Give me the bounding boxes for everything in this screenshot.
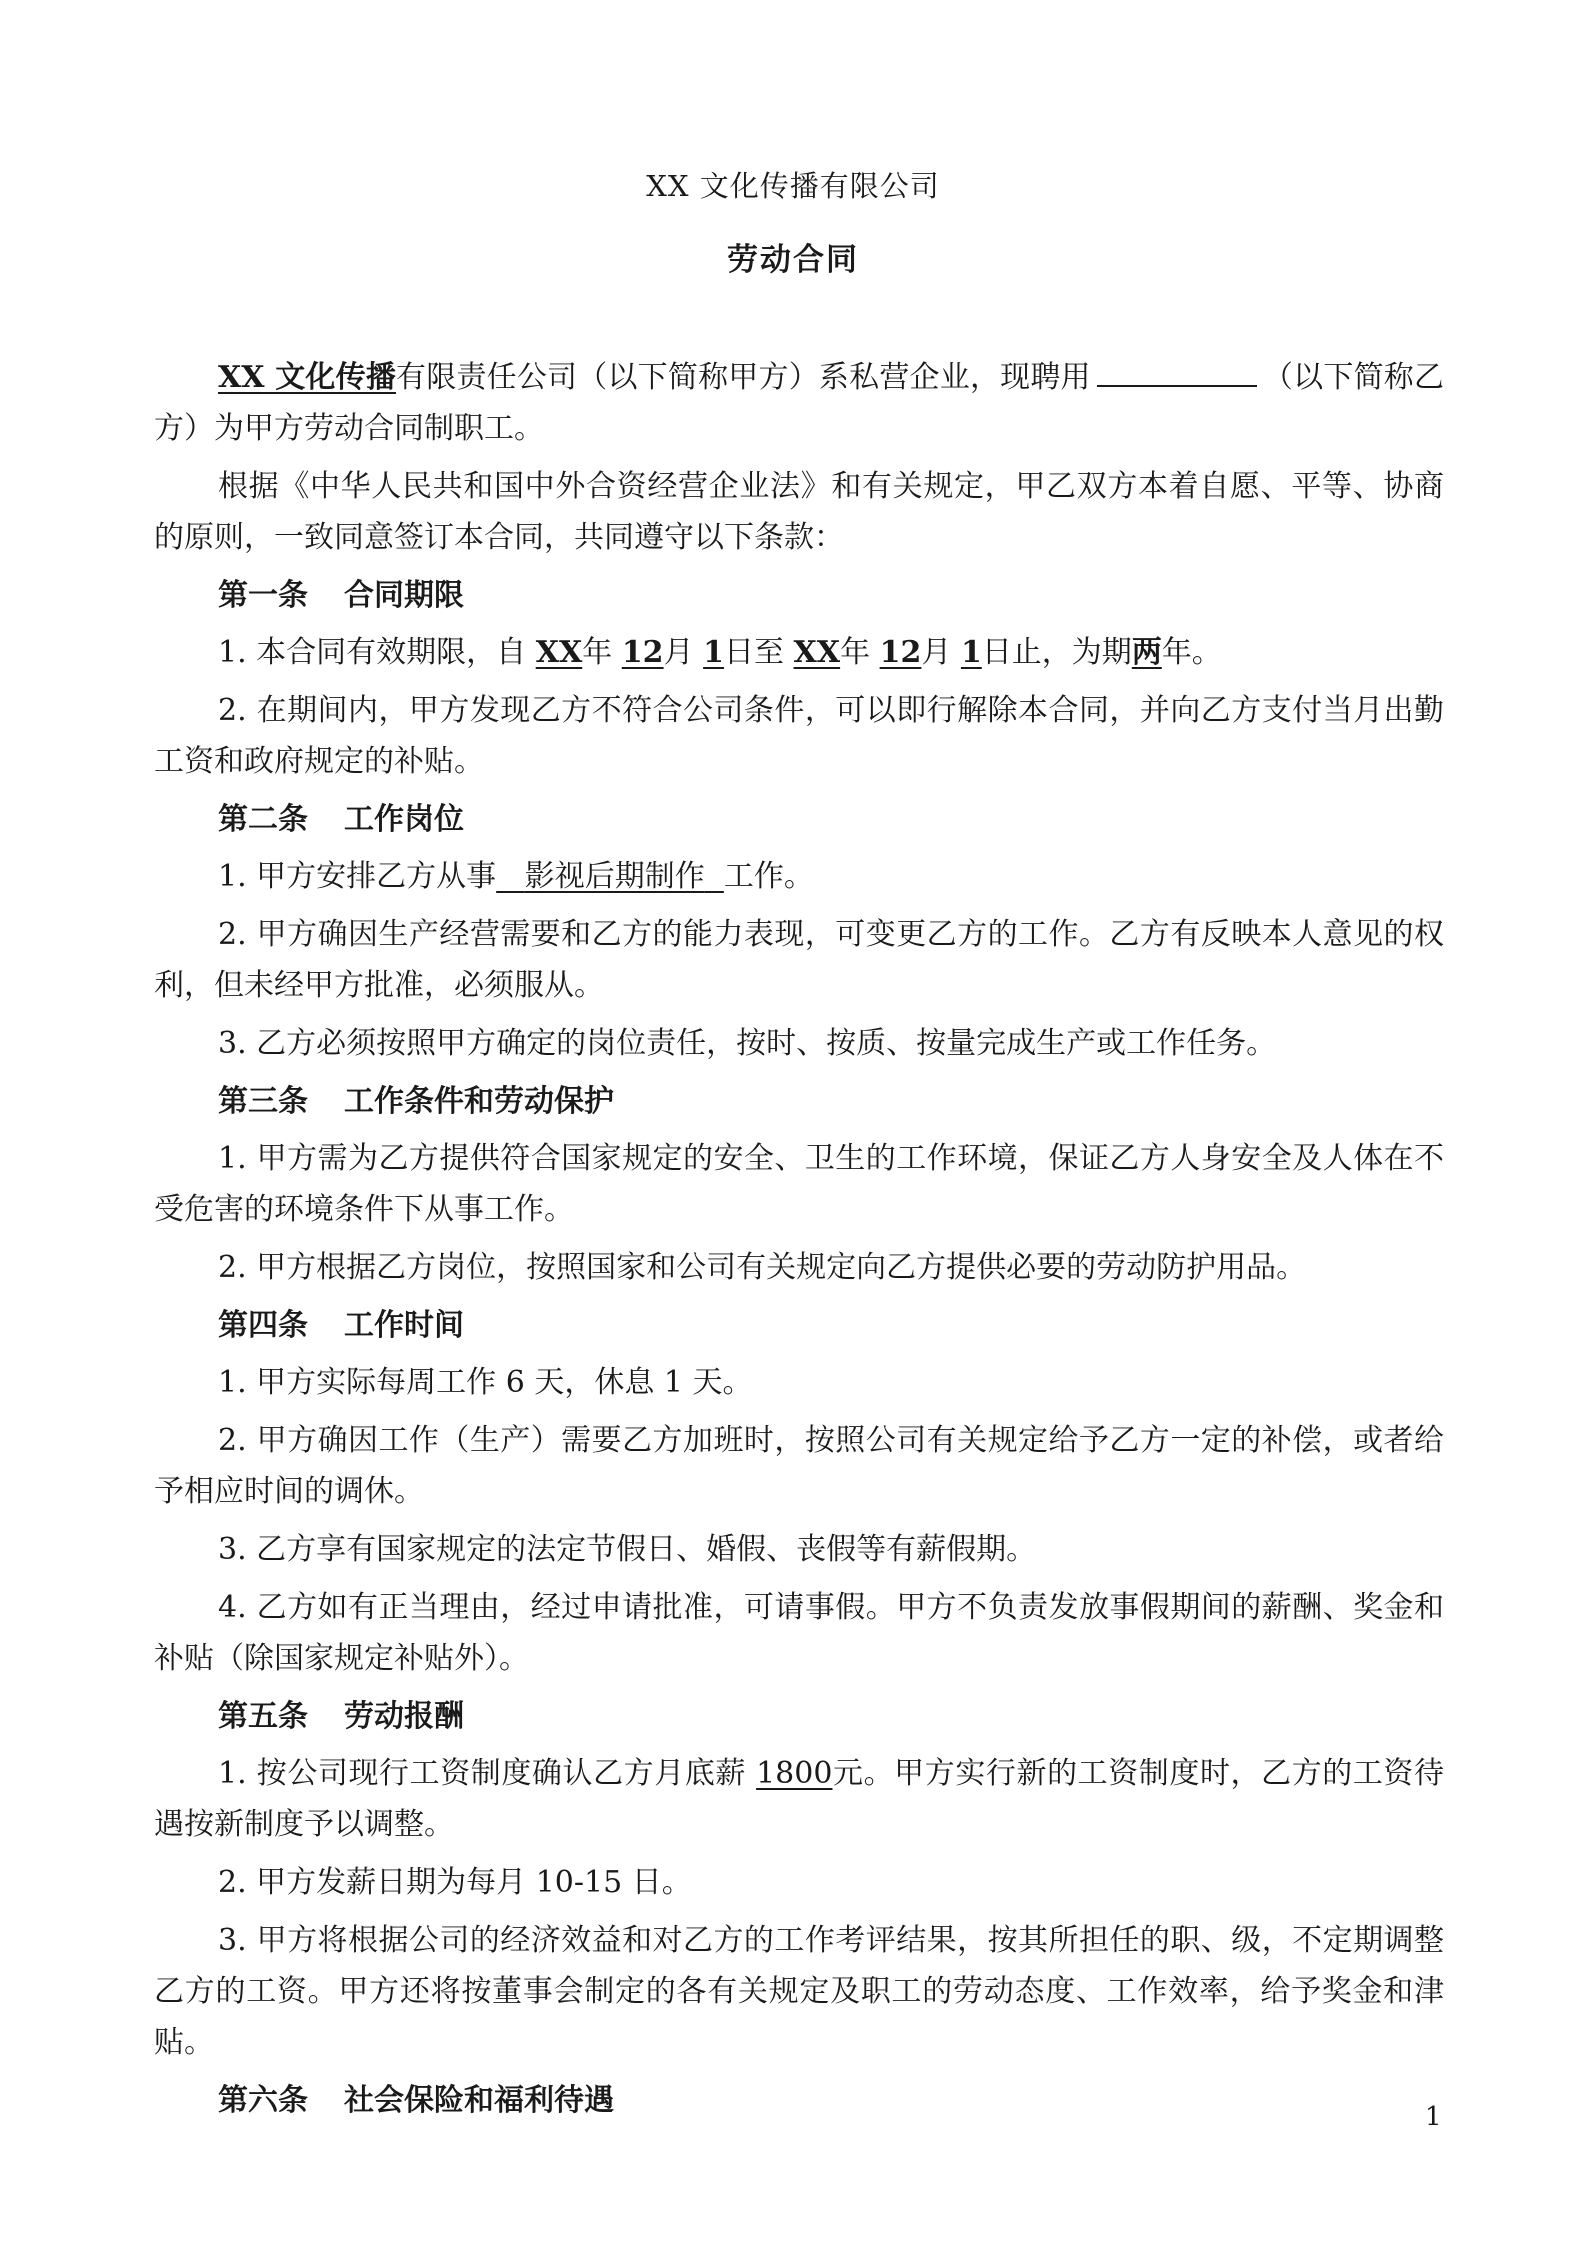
start-year: XX [535,635,583,670]
company-name: XX 文化传播有限公司 [646,169,940,203]
intro-paragraph-1: XX 文化传播有限责任公司（以下简称甲方）系私营企业，现聘用 （以下简称乙方）为甲方劳动合同制职工。 [154,352,1444,454]
intro-paragraph-2: 根据《中华人民共和国中外合资经营企业法》和有关规定，甲乙双方本着自愿、平等、协商的原则，一致同意签订本合同，共同遵守以下条款： [154,469,1444,555]
article-4-clause-2: 2. 甲方确因工作（生产）需要乙方加班时，按照公司有关规定给予乙方一定的补偿，或者给予相应时间的调休。 [154,1423,1444,1509]
article-2-clause-3: 3. 乙方必须按照甲方确定的岗位责任，按时、按质、按量完成生产或工作任务。 [218,1026,1277,1061]
article-3-heading: 第三条 工作条件和劳动保护 [218,1084,614,1119]
job-position: 影视后期制作 [524,859,705,894]
article-4-clause-4: 4. 乙方如有正当理由，经过申请批准，可请事假。甲方不负责发放事假期间的薪酬、奖金和补贴（除国家规定补贴外）。 [154,1590,1444,1676]
article-4-clause-3: 3. 乙方享有国家规定的法定节假日、婚假、丧假等有薪假期。 [218,1532,1037,1567]
article-2-clause-2: 2. 甲方确因生产经营需要和乙方的能力表现，可变更乙方的工作。乙方有反映本人意见的权利，但未经甲方批准，必须服从。 [154,917,1444,1003]
article-1-clause-1: 1. 本合同有效期限，自 XX年 12月 1日至 XX年 12月 1日止，为期两年。 [218,635,1222,670]
contract-body [154,352,1444,2132]
start-month: 12 [621,635,664,670]
page-number: 1 [1425,2102,1442,2132]
end-day: 1 [960,635,982,670]
article-2-clause-1: 1. 甲方安排乙方从事 影视后期制作 工作。 [218,859,814,894]
article-5-clause-2: 2. 甲方发薪日期为每月 10-15 日。 [218,1865,692,1900]
party-a-company-name: XX 文化传播 [218,360,397,395]
article-3-clause-2: 2. 甲方根据乙方岗位，按照国家和公司有关规定向乙方提供必要的劳动防护用品。 [218,1250,1307,1285]
article-5-heading: 第五条 劳动报酬 [218,1699,464,1734]
article-6-heading: 第六条 社会保险和福利待遇 [218,2083,614,2118]
start-day: 1 [703,635,724,670]
article-2-heading: 第二条 工作岗位 [218,802,464,837]
article-1-clause-2: 2. 在期间内，甲方发现乙方不符合公司条件，可以即行解除本合同，并向乙方支付当月出勤工资和政府规定的补贴。 [154,693,1444,779]
document-title: 劳动合同 [727,242,859,278]
end-month: 12 [879,635,922,670]
monthly-base-salary: 1800 [756,1756,833,1791]
contract-term: 两 [1131,635,1162,670]
article-5-clause-3: 3. 甲方将根据公司的经济效益和对乙方的工作考评结果，按其所担任的职、级，不定期调整乙方的工资。甲方还将按董事会制定的各有关规定及职工的劳动态度、工作效率，给予奖金和津贴。 [154,1923,1444,2060]
article-1-heading: 第一条 合同期限 [218,578,464,613]
article-5-clause-1: 1. 按公司现行工资制度确认乙方月底薪 1800元。甲方实行新的工资制度时，乙方的工资待遇按新制度予以调整。 [154,1756,1444,1842]
article-4-clause-1: 1. 甲方实际每周工作 6 天，休息 1 天。 [218,1365,753,1400]
end-year: XX [793,635,841,670]
article-3-clause-1: 1. 甲方需为乙方提供符合国家规定的安全、卫生的工作环境，保证乙方人身安全及人体在不受危害的环境条件下从事工作。 [154,1141,1444,1227]
article-4-heading: 第四条 工作时间 [218,1308,464,1343]
party-b-name-blank [1097,355,1257,387]
